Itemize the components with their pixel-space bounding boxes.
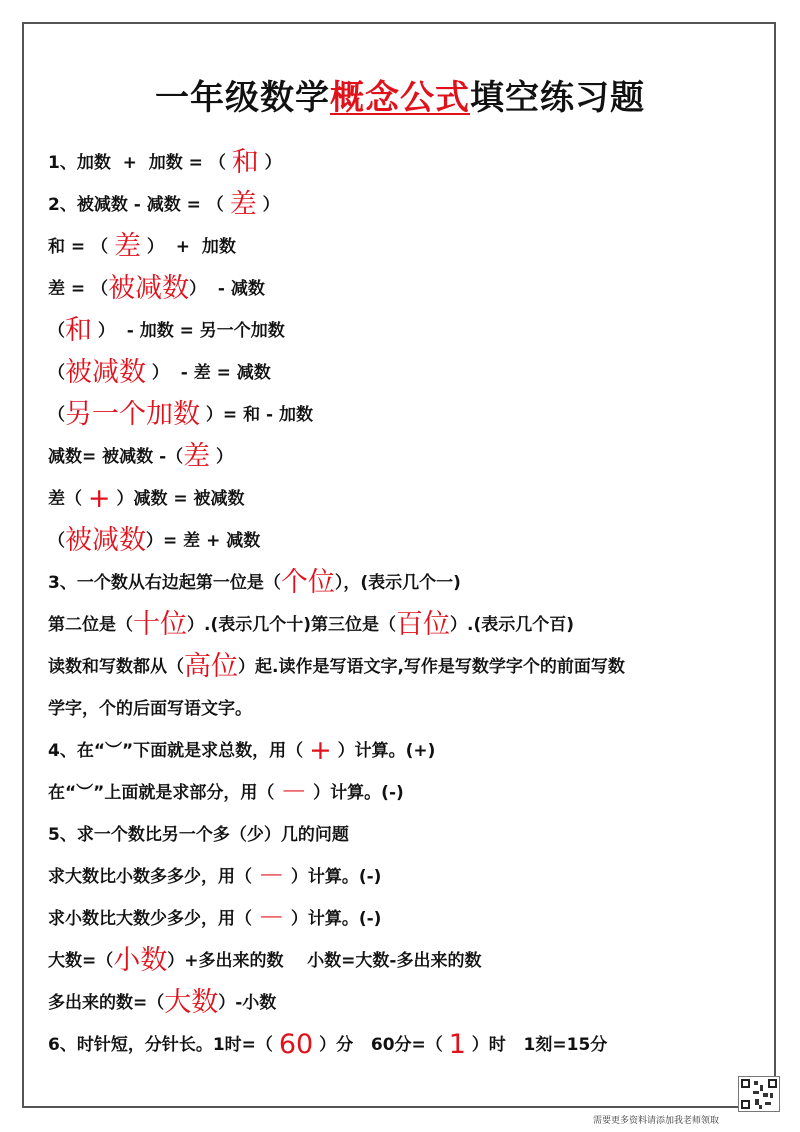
question-text: ） - 加数 = 另一个加数 [92,321,285,341]
answer-text: 另一个加数 [65,399,200,430]
exercise-line [48,268,265,304]
question-text: 读数和写数都从（ [48,657,184,677]
question-text: ） - 减数 [189,279,265,299]
answer-text: 和 [65,315,92,346]
answer-text: 被减数 [65,357,146,388]
title-prefix: 一年级数学 [155,78,330,118]
question-text: ）计算。(-) [284,867,382,887]
question-text: 6、时针短，分针长。1时=（ [48,1035,279,1055]
answer-text: 被减数 [108,273,190,304]
question-text: ）计算。(-) [284,909,382,929]
exercise-line [48,730,435,766]
question-text: ）.(表示几个十)第三位是（ [187,615,396,635]
answer-text: 百位 [396,609,450,640]
question-text: ）减数 = 被减数 [110,489,245,509]
exercise-line [48,520,260,556]
footer-note: 需要更多资料请添加我老师领取 [593,1116,720,1126]
answer-text: + [309,735,332,766]
question-text: 1、加数 + 加数 = （ [48,153,232,173]
question-text: ） + 加数 [141,237,236,257]
exercise-line [48,940,481,976]
answer-text: 差 [183,441,211,472]
question-text: ）起.读作是写语文字,写作是写数学字个的前面写数 [238,657,625,677]
question-text: ）计算。(+) [331,741,436,761]
question-text: ） - 差 = 减数 [146,363,271,383]
answer-text: － [280,777,308,808]
question-text: 差 = （ [48,279,109,299]
question-text: ）计算。(-) [307,783,404,803]
answer-text: 被减数 [65,525,146,556]
question-text: ）= 差 + 减数 [146,531,261,551]
exercise-line [48,352,271,388]
exercise-line [48,898,381,934]
page-title [0,70,800,119]
answer-text: 1 [448,1029,466,1060]
question-text: ）+多出来的数 小数=大数-多出来的数 [167,951,482,971]
exercise-line [48,982,276,1018]
question-text: 和 = （ [48,237,114,257]
question-text: 学字，个的后面写语文字。 [48,699,252,719]
question-text: （ [48,321,65,341]
question-text: ）.(表示几个百) [450,615,574,635]
question-text: 在“︶”上面就是求部分，用（ [48,783,281,803]
answer-text: 高位 [184,651,238,682]
exercise-line [48,142,282,178]
answer-text: 差 [229,189,257,220]
exercise-line [48,856,381,892]
exercise-line [48,688,252,724]
question-text: （ [48,531,65,551]
exercise-line [48,604,574,640]
question-text: ）-小数 [218,993,277,1013]
exercise-line [48,394,313,430]
exercise-line [48,1024,607,1060]
answer-text: 个位 [280,567,335,598]
question-text: ） [258,153,282,173]
answer-text: 和 [231,147,259,178]
question-text: 2、被减数 - 减数 = （ [48,195,230,215]
question-text: （ [48,405,65,425]
question-text: 5、求一个数比另一个多（少）几的问题 [48,825,349,845]
question-text: ）分 60分=（ [313,1035,449,1055]
question-text: ），(表示几个一) [334,573,461,593]
exercise-line [48,814,349,850]
title-suffix: 填空练习题 [470,78,645,118]
question-text: ）= 和 - 加数 [200,405,313,425]
question-text: 多出来的数=（ [48,993,165,1013]
question-text: 求小数比大数少多少，用（ [48,909,258,929]
exercise-line [48,562,461,598]
question-text: （ [48,363,65,383]
exercise-line [48,646,625,682]
question-text: 减数= 被减数 -（ [48,447,184,467]
question-text: 大数=（ [48,951,114,971]
question-text: 第二位是（ [48,615,133,635]
exercise-line [48,226,236,262]
question-text: 4、在“︶”下面就是求总数，用（ [48,741,310,761]
exercise-line [48,772,404,808]
question-text: 求大数比小数多多少，用（ [48,867,258,887]
answer-text: － [257,903,285,934]
question-text: ） [210,447,234,467]
answer-text: 十位 [133,609,187,640]
answer-text: － [257,861,285,892]
answer-text: 小数 [113,945,168,976]
question-text: ） [256,195,280,215]
question-text: 差（ [48,489,88,509]
question-text: ）时 1刻=15分 [465,1035,608,1055]
qr-code-icon [738,1076,780,1112]
exercise-line [48,478,245,514]
exercise-line [48,310,285,346]
title-highlight: 概念公式 [330,78,470,118]
answer-text: 大数 [164,987,219,1018]
exercise-line [48,436,233,472]
question-text: 3、一个数从右边起第一位是（ [48,573,281,593]
answer-text: 差 [114,231,141,262]
answer-text: 60 [278,1029,314,1060]
answer-text: + [87,483,111,514]
exercise-line [48,184,280,220]
